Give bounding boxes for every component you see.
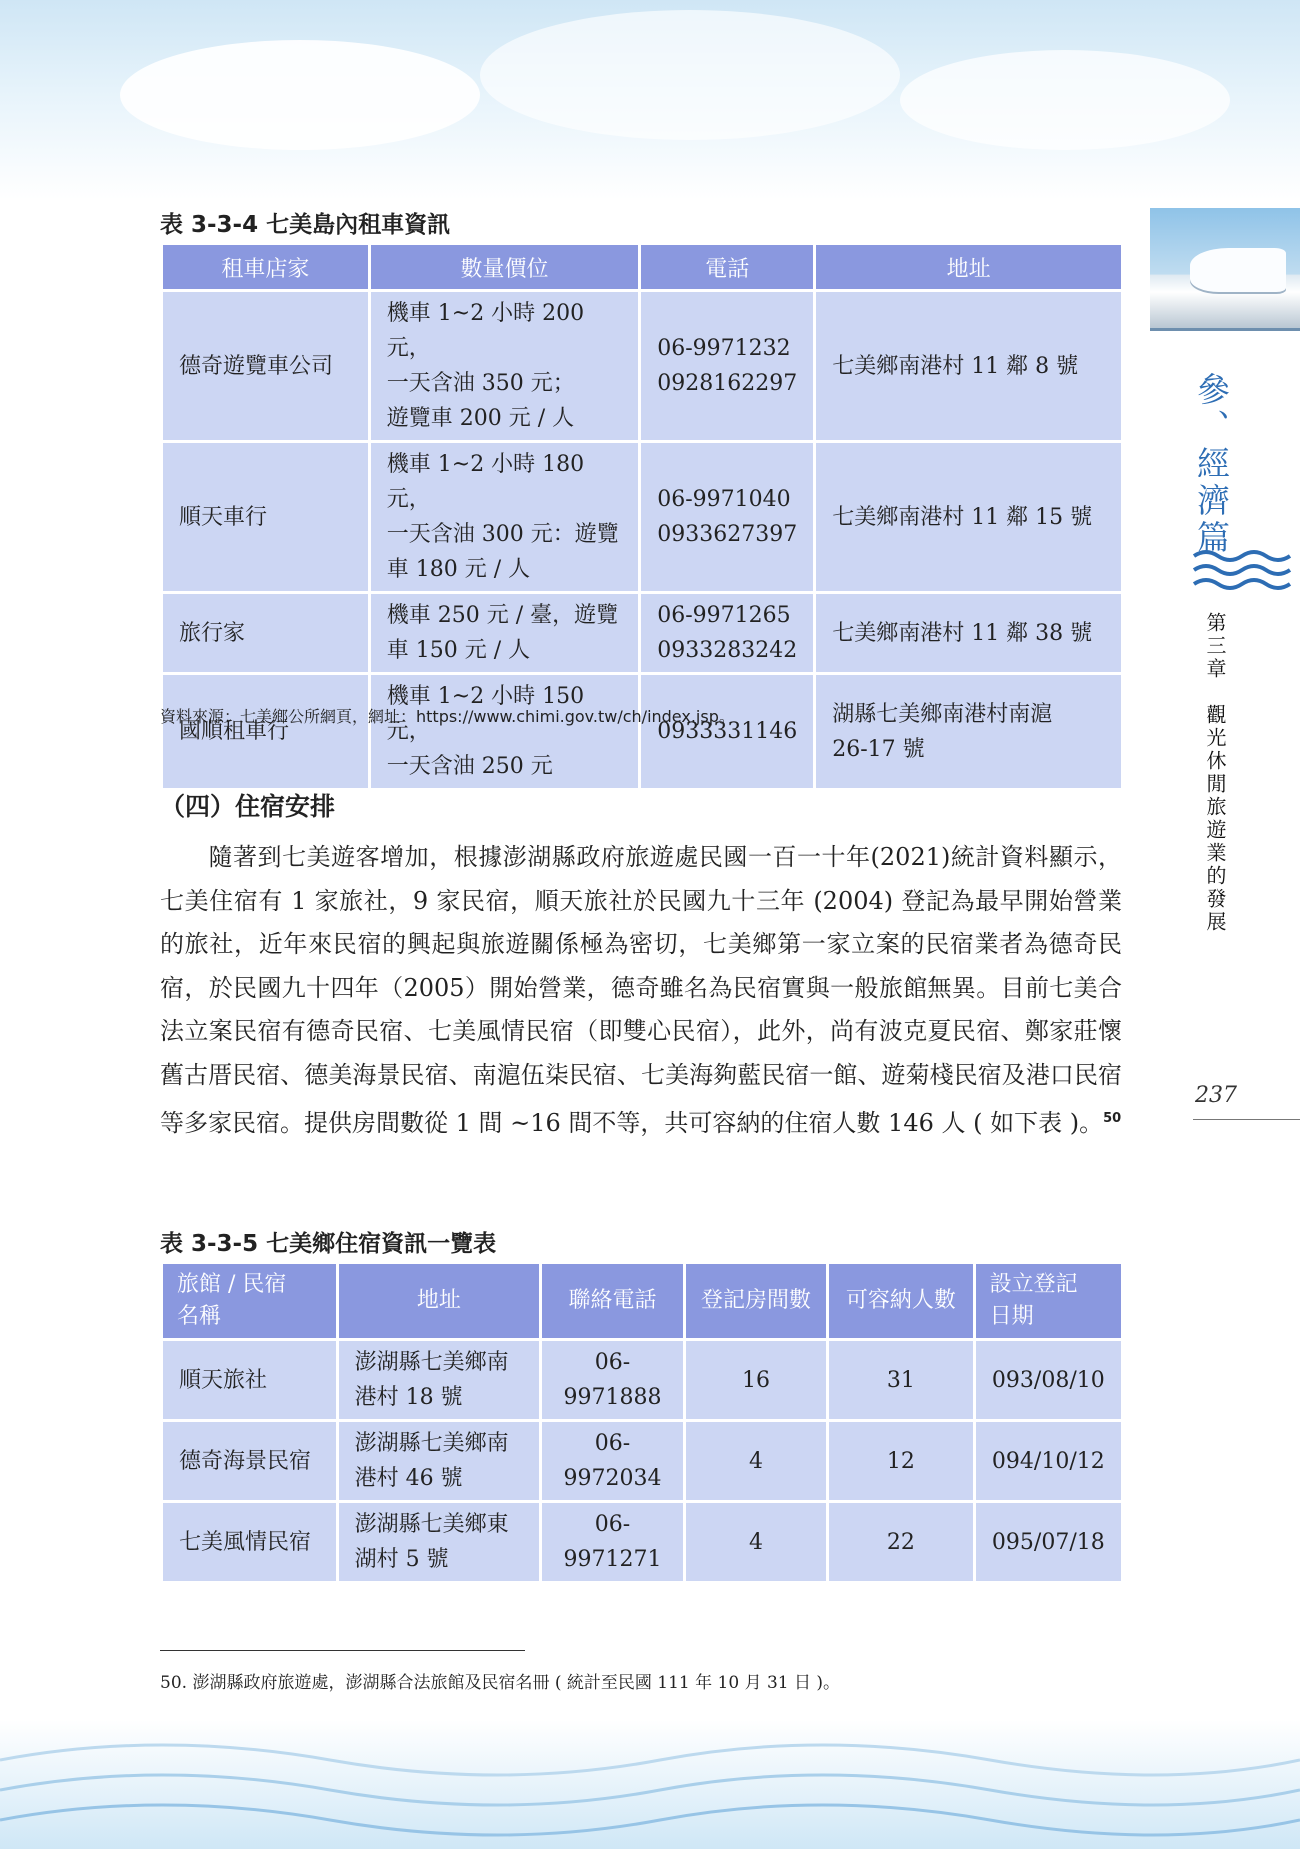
lodging-name-cell: 七美風情民宿	[163, 1503, 336, 1581]
phone-line: 06-9971232	[657, 336, 791, 361]
price-line: 一天含油 350 元；	[386, 371, 575, 396]
cloud-shape	[480, 10, 900, 140]
address-cell	[816, 292, 1121, 440]
phone-cell	[641, 675, 813, 788]
cloud-shape	[900, 50, 1230, 150]
capacity-cell: 22	[829, 1503, 972, 1581]
capacity-cell: 31	[829, 1341, 972, 1419]
shop-name-cell: 旅行家	[163, 594, 368, 672]
column-header: 租車店家	[163, 245, 368, 289]
wave-icon	[1192, 548, 1292, 598]
header-line: 聯絡電話	[568, 1288, 657, 1313]
body-paragraph	[160, 836, 1122, 1146]
rooms-cell: 4	[686, 1503, 826, 1581]
footnote: 50. 澎湖縣政府旅遊處，澎湖縣合法旅館及民宿名冊 ( 統計至民國 111 年 10 月 31 日 )。	[160, 1673, 841, 1693]
phone-cell	[641, 594, 813, 672]
sea-waves-decoration	[0, 1720, 1300, 1849]
address-cell	[816, 675, 1121, 788]
footnote-rule	[160, 1650, 525, 1651]
price-cell	[371, 292, 638, 440]
address-cell	[816, 594, 1121, 672]
price-cell	[371, 594, 638, 672]
capacity-cell: 12	[829, 1422, 972, 1500]
table-row	[163, 1341, 1121, 1419]
column-header	[339, 1264, 540, 1338]
price-line: 機車 1~2 小時 150 元，	[386, 684, 585, 744]
phone-line: 0933283242	[657, 638, 798, 663]
address-cell	[339, 1341, 540, 1419]
address-line: 26-17 號	[832, 736, 925, 762]
lodging-name-cell: 德奇海景民宿	[163, 1422, 336, 1500]
price-line: 車 150 元 / 人	[386, 638, 531, 663]
address-line: 七美鄉南港村 11 鄰 15 號	[832, 504, 1093, 530]
section-heading: （四）住宿安排	[160, 792, 336, 821]
table-row	[163, 1422, 1121, 1500]
phone-cell: 06-9972034	[542, 1422, 682, 1500]
header-line: 旅館 / 民宿	[177, 1272, 287, 1297]
page-number-rule	[1193, 1119, 1300, 1120]
shop-name-cell: 順天車行	[163, 443, 368, 591]
address-line: 湖村 5 號	[354, 1547, 449, 1572]
address-line: 港村 18 號	[354, 1385, 463, 1410]
part-title: 參、經濟篇	[1192, 372, 1231, 557]
column-header: 數量價位	[371, 245, 638, 289]
price-line: 一天含油 300 元：遊覽	[386, 522, 619, 547]
header-line: 地址	[416, 1288, 461, 1313]
address-cell	[816, 443, 1121, 591]
column-header	[976, 1264, 1121, 1338]
column-header	[163, 1264, 336, 1338]
price-line: 機車 1~2 小時 200 元，	[386, 301, 585, 361]
table-row	[163, 292, 1121, 440]
paragraph-text: 隨著到七美遊客增加，根據澎湖縣政府旅遊處民國一百一十年(2021)統計資料顯示，七美住宿有 1 家旅社，9 家民宿，順天旅社於民國九十三年 (2004) 登記為最早開始營業的旅社，近年來民宿的興起與旅遊關係極為密切，七美鄉第一家立案的民宿業者為德奇民宿，於民國九十四年（2005）開始營業，德奇雖名為民宿實與一般旅館無異。目前七美合法立案民宿有德奇民宿、七美風情民宿（即雙心民宿），此外，尚有波克夏民宿、鄭家莊懷舊古厝民宿、德美海景民宿、南滬伍柒民宿、七美海夠藍民宿一館、遊菊棧民宿及港口民宿等多家民宿。提供房間數從 1 間 ~16 間不等，共可容納的住宿人數 146 人 ( 如下表 )。	[160, 843, 1122, 1137]
chapter-title: 第三章 觀光休閒旅遊業的發展	[1203, 612, 1227, 934]
price-line: 機車 250 元 / 臺，遊覽	[386, 603, 619, 628]
table-row	[163, 443, 1121, 591]
table-row	[163, 1503, 1121, 1581]
address-line: 港村 46 號	[354, 1466, 463, 1491]
phone-line: 06-9971040	[657, 487, 791, 512]
phone-cell	[641, 292, 813, 440]
page-number: 237	[1195, 1083, 1237, 1108]
date-cell: 095/07/18	[976, 1503, 1121, 1581]
table2-caption: 表 3-3-5 七美鄉住宿資訊一覽表	[160, 1231, 497, 1257]
price-line: 機車 1~2 小時 180 元，	[386, 452, 585, 512]
price-line: 一天含油 250 元	[386, 754, 553, 779]
header-line: 登記房間數	[700, 1288, 811, 1313]
phone-line: 0928162297	[657, 371, 798, 396]
header-line: 名稱	[177, 1304, 222, 1329]
price-cell	[371, 443, 638, 591]
ferry-ship-shape	[1190, 248, 1286, 292]
phone-cell: 06-9971888	[542, 1341, 682, 1419]
address-cell	[339, 1503, 540, 1581]
column-header: 地址	[816, 245, 1121, 289]
price-line: 車 180 元 / 人	[386, 557, 531, 582]
phone-line: 0933331146	[657, 719, 798, 744]
phone-cell: 06-9971271	[542, 1503, 682, 1581]
shop-name-cell: 德奇遊覽車公司	[163, 292, 368, 440]
address-line: 澎湖縣七美鄉南	[354, 1350, 509, 1375]
header-line: 日期	[989, 1304, 1034, 1329]
price-cell	[371, 675, 638, 788]
phone-cell	[641, 443, 813, 591]
table1-source: 資料來源：七美鄉公所網頁，網址：https://www.chimi.gov.tw/ch/index.jsp。	[160, 707, 735, 726]
date-cell: 093/08/10	[976, 1341, 1121, 1419]
rooms-cell: 16	[686, 1341, 826, 1419]
column-header	[542, 1264, 682, 1338]
table-row	[163, 675, 1121, 788]
cloud-shape	[120, 40, 480, 150]
address-line: 七美鄉南港村 11 鄰 8 號	[832, 353, 1079, 379]
price-line: 遊覽車 200 元 / 人	[386, 406, 575, 431]
rooms-cell: 4	[686, 1422, 826, 1500]
lodging-table	[160, 1261, 1124, 1584]
address-line: 七美鄉南港村 11 鄰 38 號	[832, 620, 1093, 646]
table-row	[163, 594, 1121, 672]
address-line: 湖縣七美鄉南港村南滬	[832, 701, 1053, 727]
address-cell	[339, 1422, 540, 1500]
lodging-name-cell: 順天旅社	[163, 1341, 336, 1419]
address-line: 澎湖縣七美鄉東	[354, 1512, 509, 1537]
column-header	[686, 1264, 826, 1338]
sky-banner	[0, 0, 1300, 200]
footnote-reference: 50	[1103, 1111, 1122, 1126]
shop-name-cell: 國順租車行	[163, 675, 368, 788]
header-line: 設立登記	[989, 1272, 1078, 1297]
phone-line: 0933627397	[657, 522, 798, 547]
phone-line: 06-9971265	[657, 603, 791, 628]
column-header	[829, 1264, 972, 1338]
address-line: 澎湖縣七美鄉南	[354, 1431, 509, 1456]
header-line: 可容納人數	[845, 1288, 956, 1313]
table1-caption: 表 3-3-4 七美島內租車資訊	[160, 212, 451, 238]
column-header: 電話	[641, 245, 813, 289]
date-cell: 094/10/12	[976, 1422, 1121, 1500]
